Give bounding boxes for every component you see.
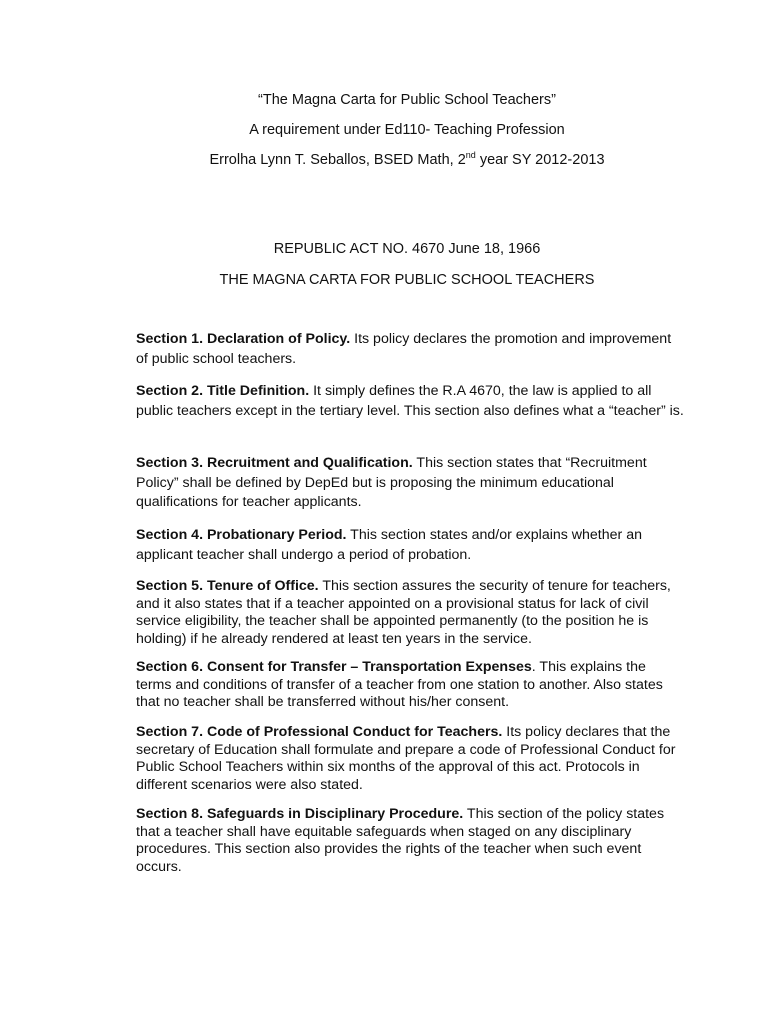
act-name-line: [0, 271, 768, 289]
author-suffix: year SY 2012-2013: [475, 152, 605, 168]
section-8-title: Section 8. Safeguards in Disciplinary Procedure.: [136, 806, 464, 822]
section-2-paragraph: [136, 382, 684, 421]
document-title: [0, 91, 768, 109]
section-6-body: . This explains the terms and conditions of transfer of a teacher from one station to another. Also states that no teacher shall be transferred without his/her consent.: [136, 659, 663, 711]
section-5-paragraph: [136, 578, 684, 648]
section-1-title: Section 1. Declaration of Policy.: [136, 331, 351, 347]
act-number-line: [0, 240, 768, 258]
section-8-paragraph: [136, 806, 684, 876]
section-5-title: Section 5. Tenure of Office.: [136, 578, 319, 594]
section-7-body: Its policy declares that the secretary of Education shall formulate and prepare a code of Professional Conduct for Public School Teachers within six months of the approval of this act. Protocols in different scenarios were also stated.: [136, 724, 676, 793]
section-4-body: This section states and/or explains whether an applicant teacher shall undergo a period of probation.: [136, 527, 642, 563]
section-3-body: This section states that “Recruitment Policy” shall be defined by DepEd but is proposing the minimum educational qualifications for teacher applicants.: [136, 455, 647, 510]
section-8-body: This section of the policy states that a teacher shall have equitable safeguards when staged on any disciplinary procedures. This section also provides the rights of the teacher when such event occurs.: [136, 806, 665, 875]
document-title-text: “The Magna Carta for Public School Teachers”: [258, 92, 556, 108]
author-text: [209, 151, 604, 169]
section-7-title: Section 7. Code of Professional Conduct for Teachers.: [136, 724, 503, 740]
section-4-title: Section 4. Probationary Period.: [136, 527, 347, 543]
author-prefix: Errolha Lynn T. Seballos, BSED Math, 2: [209, 152, 466, 168]
author-ordinal-superscript: nd: [465, 150, 476, 160]
author-line: [0, 151, 768, 169]
section-1-paragraph: [136, 330, 684, 369]
section-7-paragraph: [136, 724, 684, 794]
section-2-title: Section 2. Title Definition.: [136, 383, 310, 399]
section-3-paragraph: [136, 454, 684, 513]
section-4-paragraph: [136, 526, 684, 565]
section-2-body: It simply defines the R.A 4670, the law is applied to all public teachers except in the tertiary level. This section also defines what a “teacher” is.: [136, 383, 684, 419]
section-6-title: Section 6. Consent for Transfer – Transportation Expenses: [136, 659, 532, 675]
act-name-text: THE MAGNA CARTA FOR PUBLIC SCHOOL TEACHERS: [219, 272, 595, 288]
act-number-text: REPUBLIC ACT NO. 4670 June 18, 1966: [273, 241, 541, 257]
section-1-body: Its policy declares the promotion and improvement of public school teachers.: [136, 331, 672, 367]
requirement-line: [0, 121, 768, 139]
section-5-body: This section assures the security of tenure for teachers, and it also states that if a teacher appointed on a provisional status for lack of civil service eligibility, the teacher shall be appointed permanently (to the position he is holding) if he already rendered at least ten years in the service.: [136, 578, 671, 647]
requirement-text: A requirement under Ed110- Teaching Profession: [249, 122, 565, 138]
section-6-paragraph: [136, 659, 684, 712]
section-3-title: Section 3. Recruitment and Qualification.: [136, 455, 413, 471]
